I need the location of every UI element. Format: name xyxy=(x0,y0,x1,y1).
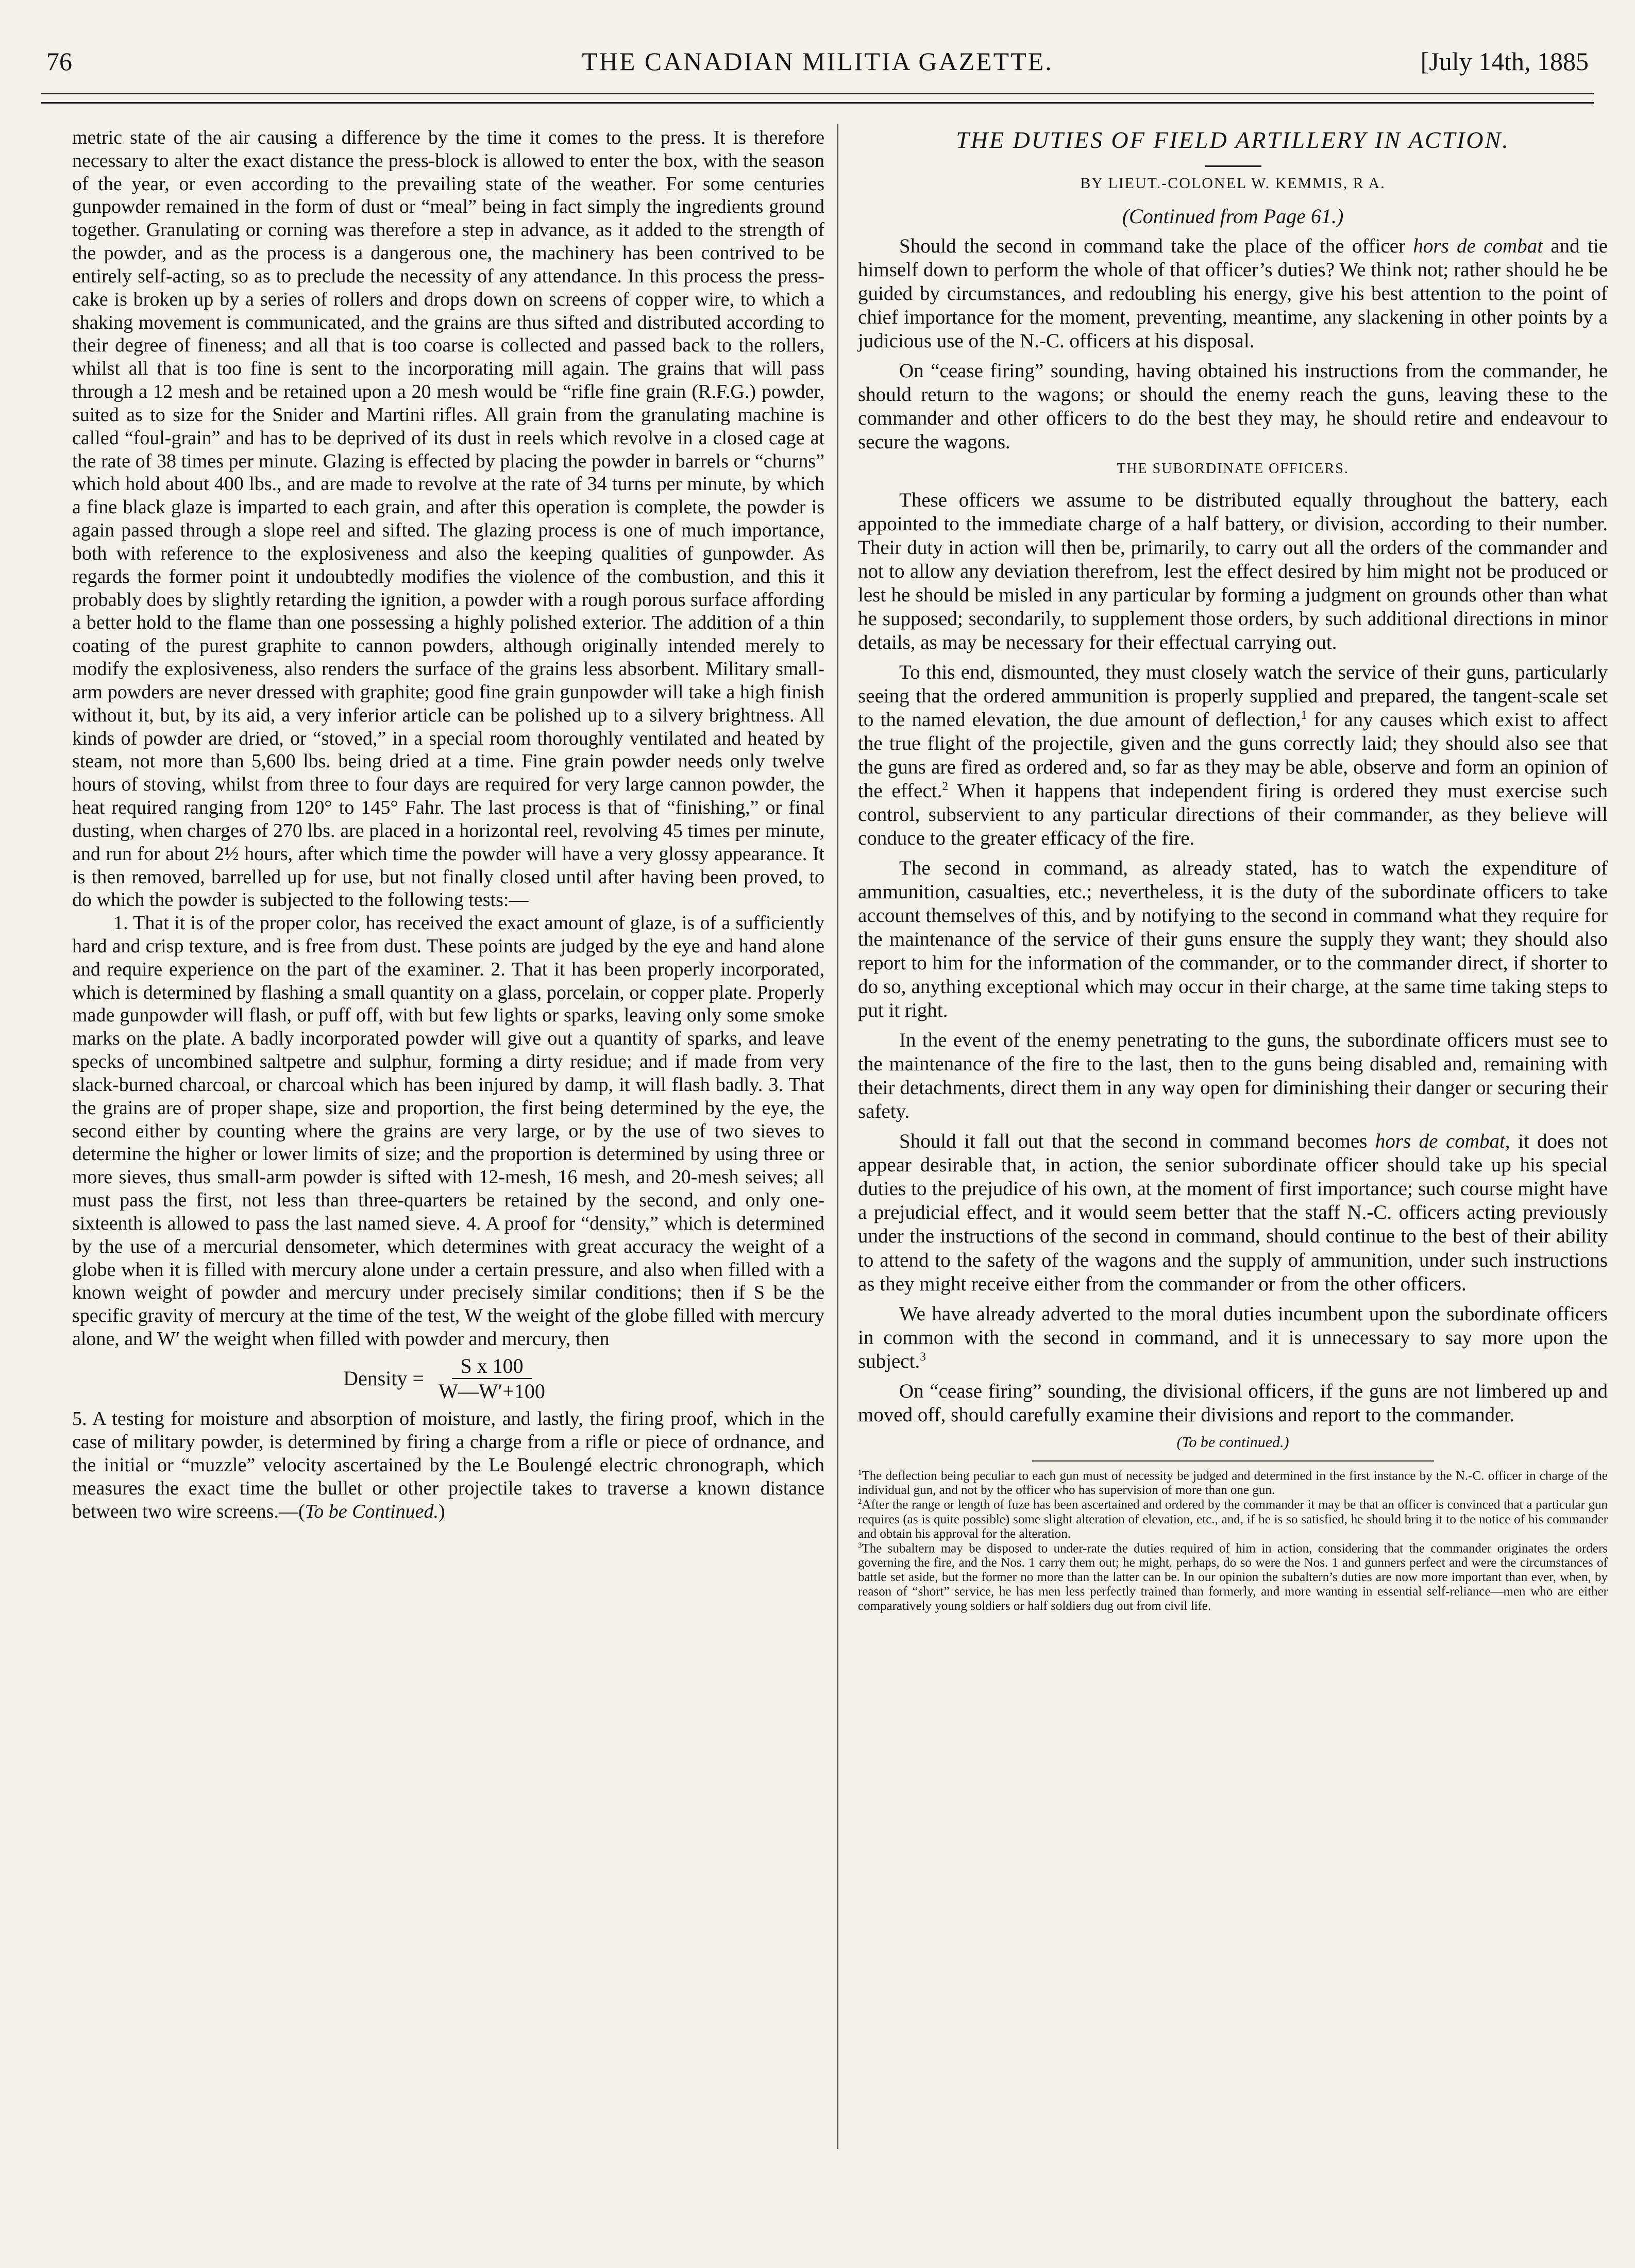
byline: BY LIEUT.-COLONEL W. KEMMIS, R A. xyxy=(1080,175,1386,192)
footnote-mark: 1 xyxy=(858,1469,862,1477)
footnote-mark: 2 xyxy=(858,1498,862,1506)
article-paragraph xyxy=(858,234,1608,353)
density-formula xyxy=(72,1354,824,1403)
to-be-continued-inline: To be Continued. xyxy=(305,1500,439,1522)
article-paragraph: In the event of the enemy penetrating to the guns, the subordinate officers must see to the maintenance of the fire to the last, then to the guns being disabled and, remaining with their detachments, direct them in any way open for diminishing their danger or securing their safety. xyxy=(858,1029,1608,1123)
footnote-ref: 3 xyxy=(920,1350,926,1364)
masthead-title: THE CANADIAN MILITIA GAZETTE. xyxy=(582,47,1053,76)
paragraph-text: Should it fall out that the second in command becomes xyxy=(899,1130,1375,1153)
paragraph-text: To this end, dismounted, they must closely watch the service of their guns, particularly seeing that the ordered ammunition is properly supplied and prepared, the tangent-scale set to the named elevation, the due amount of deflection, xyxy=(858,661,1608,731)
footnote-mark: 3 xyxy=(858,1541,862,1550)
closing-paren: ) xyxy=(438,1500,445,1522)
column-divider xyxy=(837,124,838,2149)
to-be-continued: (To be continued.) xyxy=(1176,1433,1289,1451)
firing-proof-paragraph xyxy=(72,1407,824,1523)
footnotes xyxy=(858,1469,1608,1614)
article-paragraph: The second in command, as already stated, has to watch the expenditure of ammunition, casualties, etc.; nevertheless, it is the duty of the subordinate officers to take account themselves of this, and by notifying to the second in command what they require for the maintenance of the service of their guns ensure the supply they want; they should also report to him for the information of the commander, or to the commander direct, if shorter to do so, anything exceptional which may occur in their charge, at the same time taking steps to put it right. xyxy=(858,857,1608,1022)
article-title: THE DUTIES OF FIELD ARTILLERY IN ACTION. xyxy=(956,127,1510,153)
footnote-ref: 1 xyxy=(1301,709,1307,723)
formula-numerator: S x 100 xyxy=(452,1354,531,1379)
italic-phrase: hors de combat xyxy=(1413,234,1543,257)
article-paragraph: These officers we assume to be distributed equally throughout the battery, each appointed to the immediate charge of a half battery, or division, according to their number. Their duty in action will then be, primarily, to carry out all the orders of the commander and not to allow any deviation therefrom, lest the effect desired by him might not be produced or lest he should be misled in any particular by forming a judgment on grounds other than what he supposed; secondarily, to supplement those orders, by such additional directions in minor details, as may be necessary for their effectual carrying out. xyxy=(858,489,1608,654)
formula-fraction xyxy=(430,1354,553,1403)
continued-from-note: (Continued from Page 61.) xyxy=(1122,204,1344,228)
page-number: 76 xyxy=(46,47,72,76)
paragraph-text: for any causes which exist to affect the true flight of the projectile, given and the guns correctly laid; they should also see that the guns are fired as ordered and, so far as they may be able, observe and form an opinion of the effect. xyxy=(858,709,1608,802)
footnote-rule xyxy=(1032,1460,1434,1461)
footnote xyxy=(858,1498,1608,1541)
article-paragraph: On “cease firing” sounding, having obtained his instructions from the commander, he should return to the wagons; or should the enemy reach the guns, leaving these to the commander and other officers to do the best they may, he should retire and endeavour to secure the wagons. xyxy=(858,359,1608,453)
right-column xyxy=(858,126,1608,1614)
page-header xyxy=(41,46,1594,98)
formula-denominator: W—W′+100 xyxy=(439,1380,545,1403)
article-paragraph xyxy=(858,1302,1608,1373)
left-column xyxy=(72,126,824,1523)
issue-date: [July 14th, 1885 xyxy=(1420,47,1589,76)
section-heading: THE SUBORDINATE OFFICERS. xyxy=(1117,460,1349,477)
header-rule-top xyxy=(41,93,1594,94)
footnote xyxy=(858,1469,1608,1498)
paragraph-text: We have already adverted to the moral duties incumbent upon the subordinate officers in common with the second in command, and it is unnecessary to say more upon the subject. xyxy=(858,1302,1608,1372)
footnote xyxy=(858,1541,1608,1614)
paragraph-text: Should the second in command take the place of the officer xyxy=(899,234,1413,257)
gunpowder-paragraph: metric state of the air causing a difference by the time it comes to the press. It is therefore necessary to alter the exact distance the press-block is allowed to enter the box, with the season of the year, or even according to the prevailing state of the weather. For some centuries gunpowder remained in the form of dust or “meal” being in fact simply the ingredients ground together. Granulating or corning was therefore a step in advance, as it added to the strength of the powder, and as the process is a dangerous one, the machinery has been contrived to be entirely self-acting, so as to preclude the necessity of any attendance. In this process the press-cake is broken up by a series of rollers and drops down on screens of copper wire, to which a shaking movement is communicated, and the grains are thus sifted and distributed according to their degree of fineness; and all that is too coarse is collected and passed back to the rollers, whilst all that is too fine is sent to the incorporating mill again. The grains that will pass through a 12 mesh and be retained upon a 20 mesh would be “rifle fine grain (R.F.G.) powder, suited as to size for the Snider and Martini rifles. All grain from the granulating machine is called “foul-grain” and has to be deprived of its dust in reels which revolve in a closed cage at the rate of 38 times per minute. Glazing is effected by placing the powder in barrels or “churns” which hold about 400 lbs., and are made to revolve at the rate of 34 turns per minute, by which a fine black glaze is imparted to each grain, and after this operation is complete, the powder is again passed through a slope reel and sifted. The glazing process is one of much importance, both with reference to the explosiveness and also the keeping qualities of gunpowder. As regards the former point it undoubtedly modifies the violence of the combustion, and this it probably does by slightly retarding the ignition, a powder with a rough porous surface affording a better hold to the flame than one possessing a highly polished exterior. The addition of a thin coating of the purest graphite to cannon powders, although originally intended merely to modify the explosiveness, also renders the surface of the grains less absorbent. Military small-arm powders are never dressed with graphite; good fine grain gunpowder will take a high finish without it, but, by its aid, a very inferior article can be polished up to a silvery brightness. All kinds of powder are dried, or “stoved,” in a special room thoroughly ventilated and heated by steam, not more than 5,600 lbs. being dried at a time. Fine grain powder needs only twelve hours of stoving, whilst from three to four days are required for very large cannon powder, the heat required ranging from 120° to 145° Fahr. The last process is that of “finishing,” or final dusting, when charges of 270 lbs. are placed in a horizontal reel, revolving 45 times per minute, and run for about 2½ hours, after which time the powder will have a very glossy appearance. It is then removed, barrelled up for use, but not finally closed until after having been proved, to do which the powder is subjected to the following tests:— xyxy=(72,127,824,911)
paragraph-text: and tie himself down to perform the whole of that officer’s duties? We think not; rather should he be guided by circumstances, and redoubling his energy, give his best attention to the point of chief importance for the moment, preventing, meantime, any slackening in other points by a judicious use of the N.-C. officers at his disposal. xyxy=(858,234,1608,352)
article-paragraph: On “cease firing” sounding, the divisional officers, if the guns are not limbered up and moved off, should carefully examine their divisions and report to the commander. xyxy=(858,1380,1608,1426)
paragraph-text: , it does not appear desirable that, in action, the senior subordinate officer should take up his special duties to the prejudice of his own, at the moment of first importance; such course might have a prejudicial effect, and it would seem better that the staff N.-C. officers acting previously under the instructions of the second in command, should continue to the best of their ability to attend to the safety of the wagons and the supply of ammunition, under such instructions as they might receive either from the commander or from the other officers. xyxy=(858,1130,1608,1295)
article-paragraph xyxy=(858,1130,1608,1296)
paragraph-text: When it happens that independent firing is ordered they must exercise such control, subservient to any particular directions of their commander, as they believe will conduce to the greater efficacy of the fire. xyxy=(858,780,1608,850)
formula-label: Density = xyxy=(343,1367,425,1390)
footnote-text: After the range or length of fuze has been ascertained and ordered by the commander it may be that an officer is convinced that a particular gun requires (as is quite possible) some slight alteration of elevation, etc., and, if he is so satisfied, he should bring it to the notice of his commander and obtain his approval for the alteration. xyxy=(858,1498,1608,1541)
gunpowder-tests-paragraph: 1. That it is of the proper color, has received the exact amount of glaze, is of a sufficiently hard and crisp texture, and is free from dust. These points are judged by the eye and hand alone and require experience on the part of the examiner. 2. That it has been properly incorporated, which is determined by flashing a small quantity on a glass, porcelain, or copper plate. Properly made gunpowder will flash, or puff off, with but few lights or sparks, leaving only some smoke marks on the plate. A badly incorporated powder will give out a quantity of sparks, and leave specks of uncombined saltpetre and sulphur, forming a dirty residue; and if made from very slack-burned charcoal, or charcoal which has been injured by damp, it will flash badly. 3. That the grains are of proper shape, size and proportion, the first being determined by the eye, the second either by counting where the grains are very large, or by the use of two sieves to determine the higher or lower limits of size; and the proportion is determined by using three or more sieves, thus small-arm powder is sifted with 12-mesh, 16 mesh, and 20-mesh seives; all must pass the first, not less than three-quarters be retained by the second, and only one-sixteenth is allowed to pass the last named sieve. 4. A proof for “density,” which is determined by the use of a mercurial densometer, which determines with great accuracy the weight of a globe when it is filled with mercury alone under a certain pressure, and also when filled with a known weight of powder and mercury under precisely similar conditions; then if S be the specific gravity of mercury at the time of the test, W the weight of the globe filled with mercury alone, and W′ the weight when filled with powder and mercury, then xyxy=(72,912,824,1350)
firing-proof-text: 5. A testing for moisture and absorption of moisture, and lastly, the firing proof, which in the case of military powder, is determined by firing a charge from a rifle or piece of ordnance, and the initial or “muzzle” velocity ascertained by the Le Boulengé electric chronograph, which measures the exact time the bullet or other projectile takes to traverse a known distance between two wire screens.—( xyxy=(72,1408,824,1522)
italic-phrase: hors de combat xyxy=(1375,1130,1505,1153)
article-paragraph xyxy=(858,661,1608,850)
footnote-ref: 2 xyxy=(942,780,949,794)
title-rule xyxy=(1205,165,1261,167)
footnote-text: The deflection being peculiar to each gun must of necessity be judged and determined in the first instance by the N.-C. officer in charge of the individual gun, and not by the officer who has supervision of more than one gun. xyxy=(858,1469,1608,1498)
footnote-text: The subaltern may be disposed to under-rate the duties required of him in action, considering that the commander originates the orders governing the fire, and the Nos. 1 carry them out; he might, perhaps, do so were the Nos. 1 and gunners perfect and were the circumstances of battle set aside, but the former no more than the latter can be. In our opinion the subaltern’s duties are now more important than ever, when, by reason of “short” service, he has men less perfectly trained than formerly, and more wanting in essential self-reliance—men who are either comparatively young soldiers or half soldiers dug out from civil life. xyxy=(858,1541,1608,1613)
header-rule-bottom xyxy=(41,102,1594,104)
